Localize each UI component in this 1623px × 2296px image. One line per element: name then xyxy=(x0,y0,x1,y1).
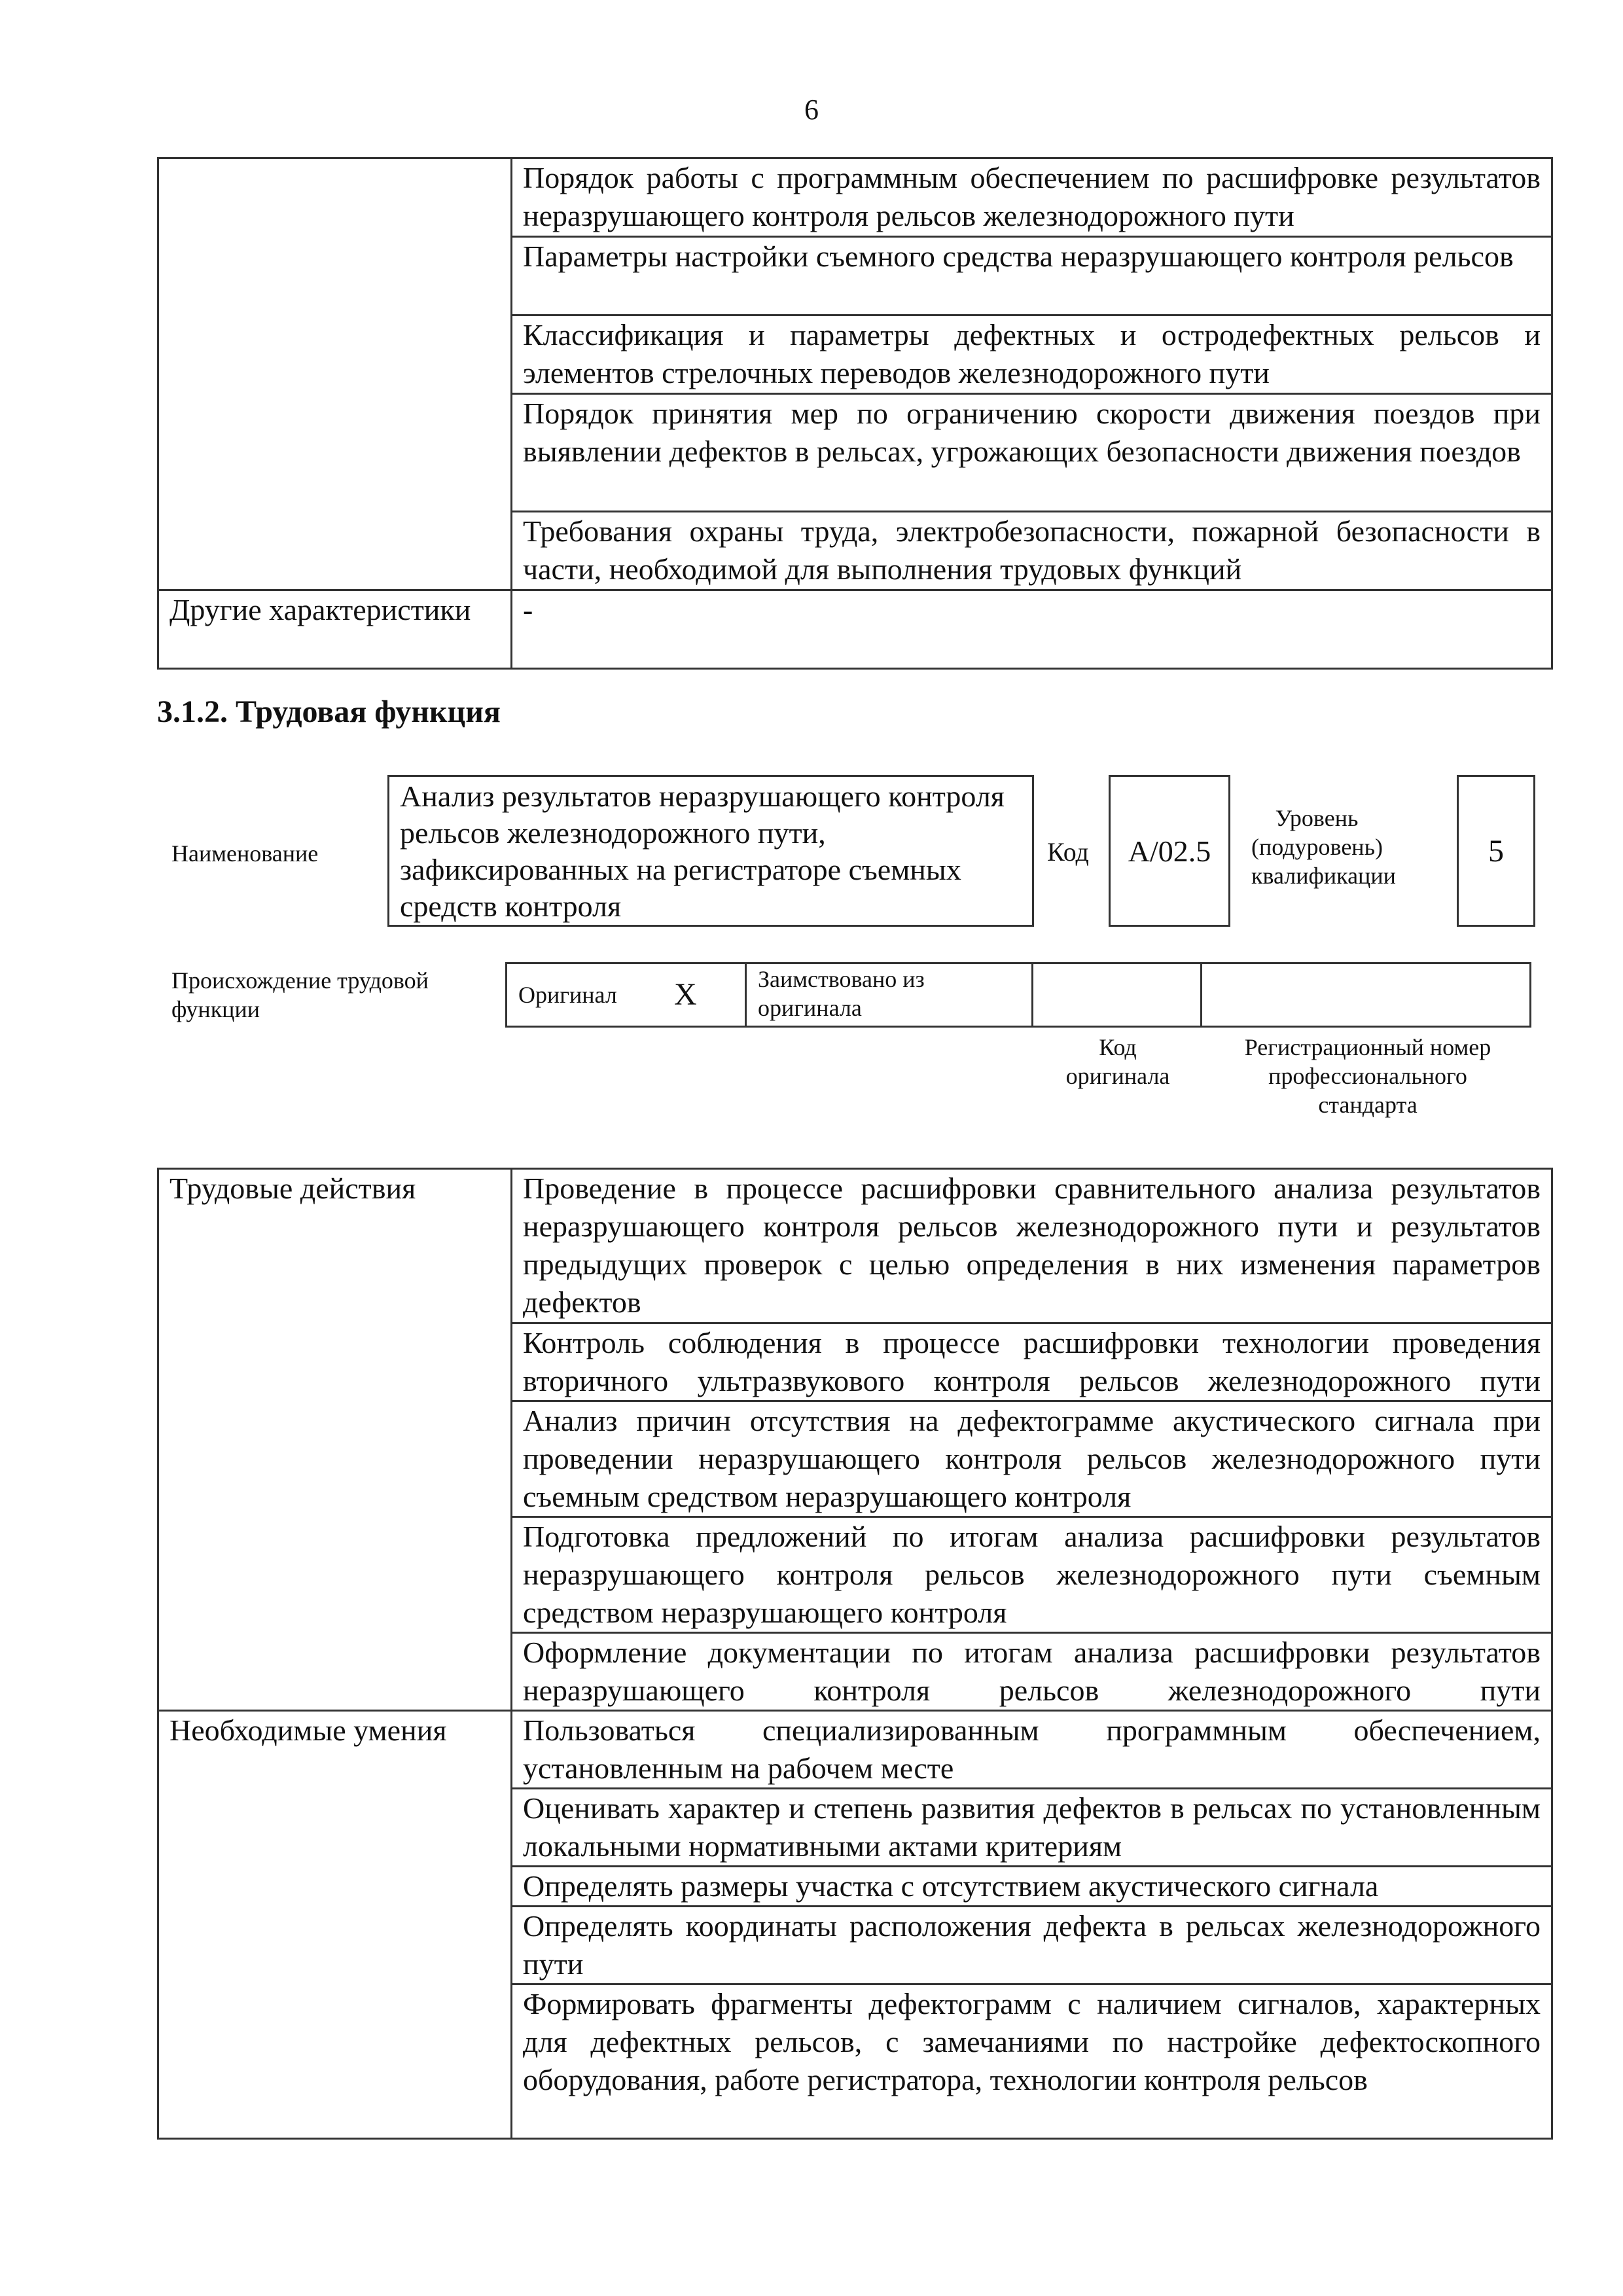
code-label: Код xyxy=(1047,837,1089,867)
skill-item: Определять координаты расположения дефекта в рельсах железнодорожного пути xyxy=(512,1907,1552,1984)
skill-item: Оценивать характер и степень развития дефектов в рельсах по установленным локальными нормативными актами критериям xyxy=(512,1789,1552,1867)
knowledge-item: Порядок работы с программным обеспечением по расшифровке результатов неразрушающего контроля рельсов железнодорожного пути xyxy=(512,158,1552,237)
knowledge-item: Параметры настройки съемного средства неразрушающего контроля рельсов xyxy=(512,237,1552,315)
function-details-table xyxy=(157,1168,1553,2140)
origin-divider xyxy=(745,962,747,1028)
other-characteristics-value: - xyxy=(512,590,1552,669)
action-item: Оформление документации по итогам анализа расшифровки результатов неразрушающего контроля рельсов железнодорожного пути xyxy=(512,1633,1552,1711)
code-original-caption: Код оригинала xyxy=(1065,1034,1170,1089)
other-characteristics-label: Другие характеристики xyxy=(158,590,512,669)
section-title: 3.1.2. Трудовая функция xyxy=(157,694,501,729)
action-item: Подготовка предложений по итогам анализа расшифровки результатов неразрушающего контроля рельсов железнодорожного пути съемным средством неразрушающего контроля xyxy=(512,1517,1552,1633)
actions-label: Трудовые действия xyxy=(158,1169,512,1711)
knowledge-label-cell xyxy=(158,158,512,590)
knowledge-item: Порядок принятия мер по ограничению скорости движения поездов при выявлении дефектов в рельсах, угрожающих безопасности движения поездов xyxy=(512,394,1552,512)
name-label: Наименование xyxy=(171,840,319,867)
function-name-box: Анализ результатов неразрушающего контроля рельсов железнодорожного пути, зафиксированных на регистраторе съемных средств контроля xyxy=(387,775,1034,927)
code-value-box: A/02.5 xyxy=(1109,775,1230,927)
level-value-box: 5 xyxy=(1457,775,1535,927)
original-mark: X xyxy=(674,977,697,1012)
skill-item: Пользоваться специализированным программным обеспечением, установленным на рабочем месте xyxy=(512,1711,1552,1789)
level-label: Уровень (подуровень) квалификации xyxy=(1251,805,1396,889)
knowledge-table-continued xyxy=(157,157,1553,670)
origin-divider xyxy=(1031,962,1033,1028)
knowledge-item: Требования охраны труда, электробезопасности, пожарной безопасности в части, необходимой для выполнения трудовых функций xyxy=(512,512,1552,590)
original-label: Оригинал xyxy=(518,982,617,1008)
action-item: Контроль соблюдения в процессе расшифровки технологии проведения вторичного ультразвукового контроля рельсов железнодорожного пути xyxy=(512,1323,1552,1401)
skills-label: Необходимые умения xyxy=(158,1711,512,2139)
origin-divider xyxy=(1200,962,1202,1028)
knowledge-item: Классификация и параметры дефектных и остродефектных рельсов и элементов стрелочных переводов железнодорожного пути xyxy=(512,315,1552,394)
borrowed-label: Заимствовано из оригинала xyxy=(758,966,925,1021)
action-item: Анализ причин отсутствия на дефектограмме акустического сигнала при проведении неразрушающего контроля рельсов железнодорожного пути съемным средством неразрушающего контроля xyxy=(512,1401,1552,1517)
page-number: 6 xyxy=(804,94,819,126)
origin-label: Происхождение трудовой функции xyxy=(171,967,429,1022)
skill-item: Формировать фрагменты дефектограмм с наличием сигналов, характерных для дефектных рельсов, с замечаниями по настройке дефектоскопного оборудования, работе регистратора, технологии контроля рельсов xyxy=(512,1984,1552,2139)
reg-number-caption: Регистрационный номер профессионального стандарта xyxy=(1244,1034,1491,1118)
skill-item: Определять размеры участка с отсутствием акустического сигнала xyxy=(512,1867,1552,1907)
action-item: Проведение в процессе расшифровки сравнительного анализа результатов неразрушающего контроля рельсов железнодорожного пути и результатов предыдущих проверок с целью определения в них изменения параметров дефектов xyxy=(512,1169,1552,1323)
